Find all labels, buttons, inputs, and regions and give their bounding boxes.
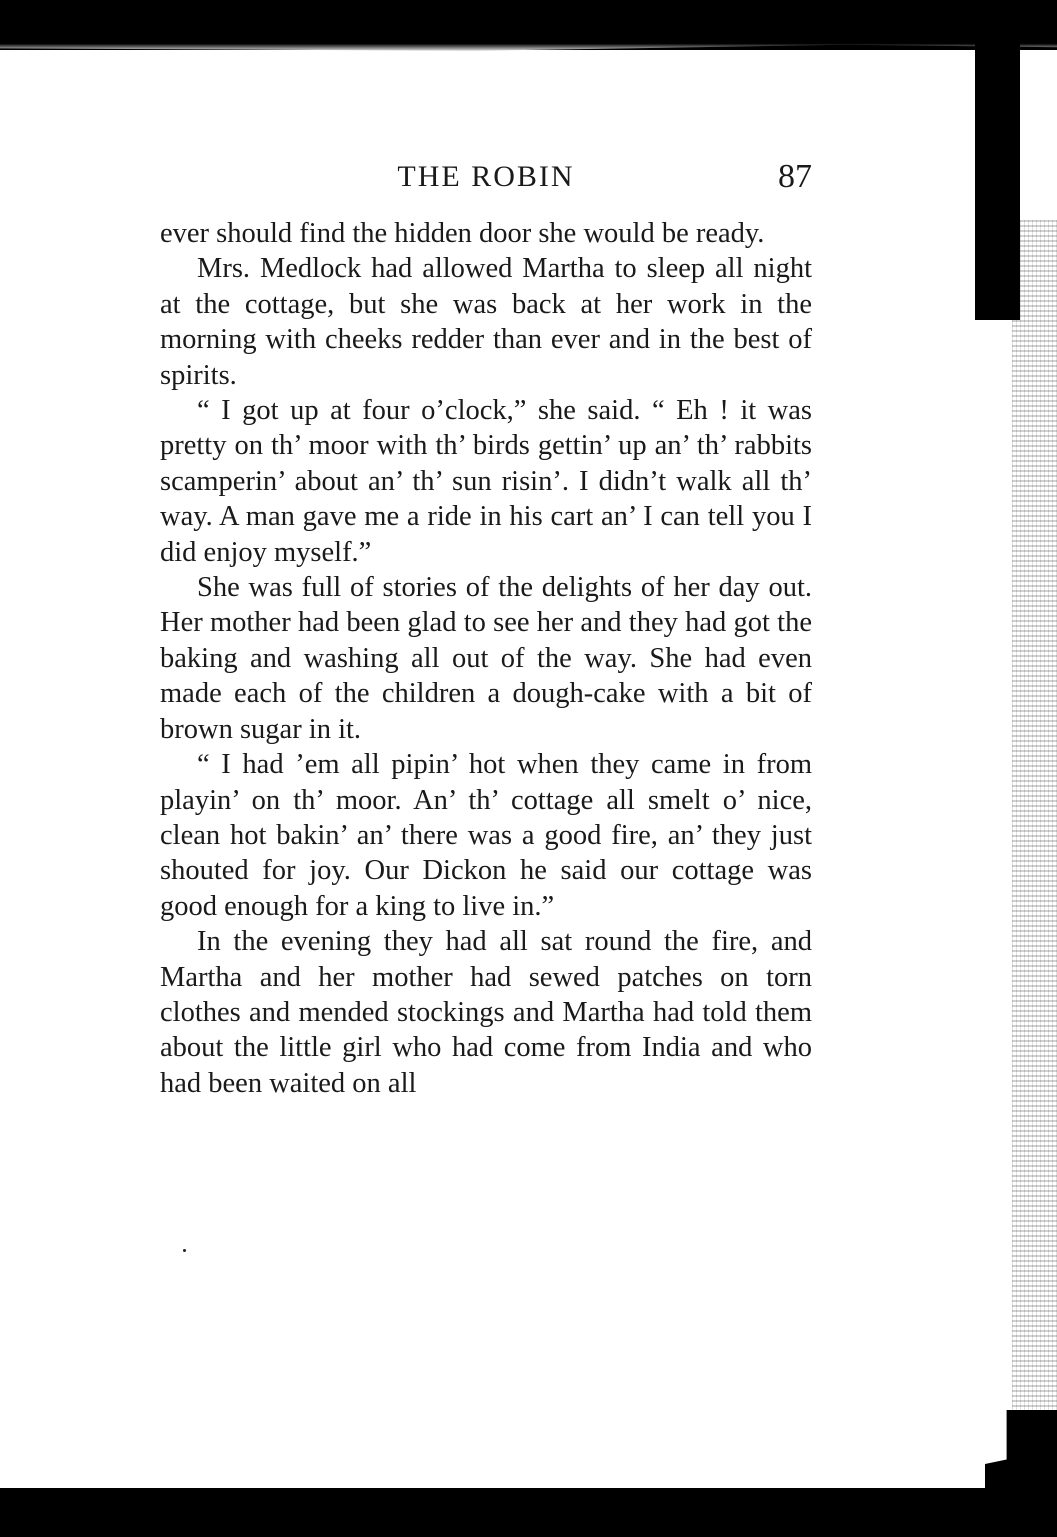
scan-speck <box>183 1249 186 1252</box>
scan-border-bottom <box>0 1488 1057 1537</box>
paragraph: Mrs. Medlock had allowed Martha to sleep all night at the cottage, but she was back at her work in the morning with cheeks redder than ever and in the best of spirits. <box>160 253 812 391</box>
paragraph: “ I got up at four o’clock,” she said. “ Eh ! it was pretty on th’ moor with th’ birds gettin’ up an’ th’ rabbits scamperin’ about an’ th’ sun risin’. I didn’t walk all th’ way. A man gave me a ride in his cart an’ I can tell you I did enjoy myself.” <box>160 395 812 568</box>
scan-corner-bottom-right <box>985 1410 1057 1500</box>
scan-noise-right <box>1012 220 1057 1537</box>
body-text <box>160 216 812 1101</box>
paragraph: She was full of stories of the delights of her day out. Her mother had been glad to see her and they had got the baking and washing all out of the way. She had even made each of the children a dough-cake with a bit of brown sugar in it. <box>160 572 812 745</box>
page-number: 87 <box>778 158 812 195</box>
book-page <box>160 150 812 1099</box>
running-title: THE ROBIN <box>397 160 575 193</box>
paragraph: ever should find the hidden door she would be ready. <box>160 218 765 249</box>
paragraph: In the evening they had all sat round the fire, and Martha and her mother had sewed patches on torn clothes and mended stockings and Martha had told them about the little girl who had come from India and who had been waited on all <box>160 926 812 1099</box>
paragraph: “ I had ’em all pipin’ hot when they came in from playin’ on th’ moor. An’ th’ cottage all smelt o’ nice, clean hot bakin’ an’ there was a good fire, an’ they just shouted for joy. Our Dickon he said our cottage was good enough for a king to live in.” <box>160 749 812 922</box>
running-head <box>160 150 812 210</box>
